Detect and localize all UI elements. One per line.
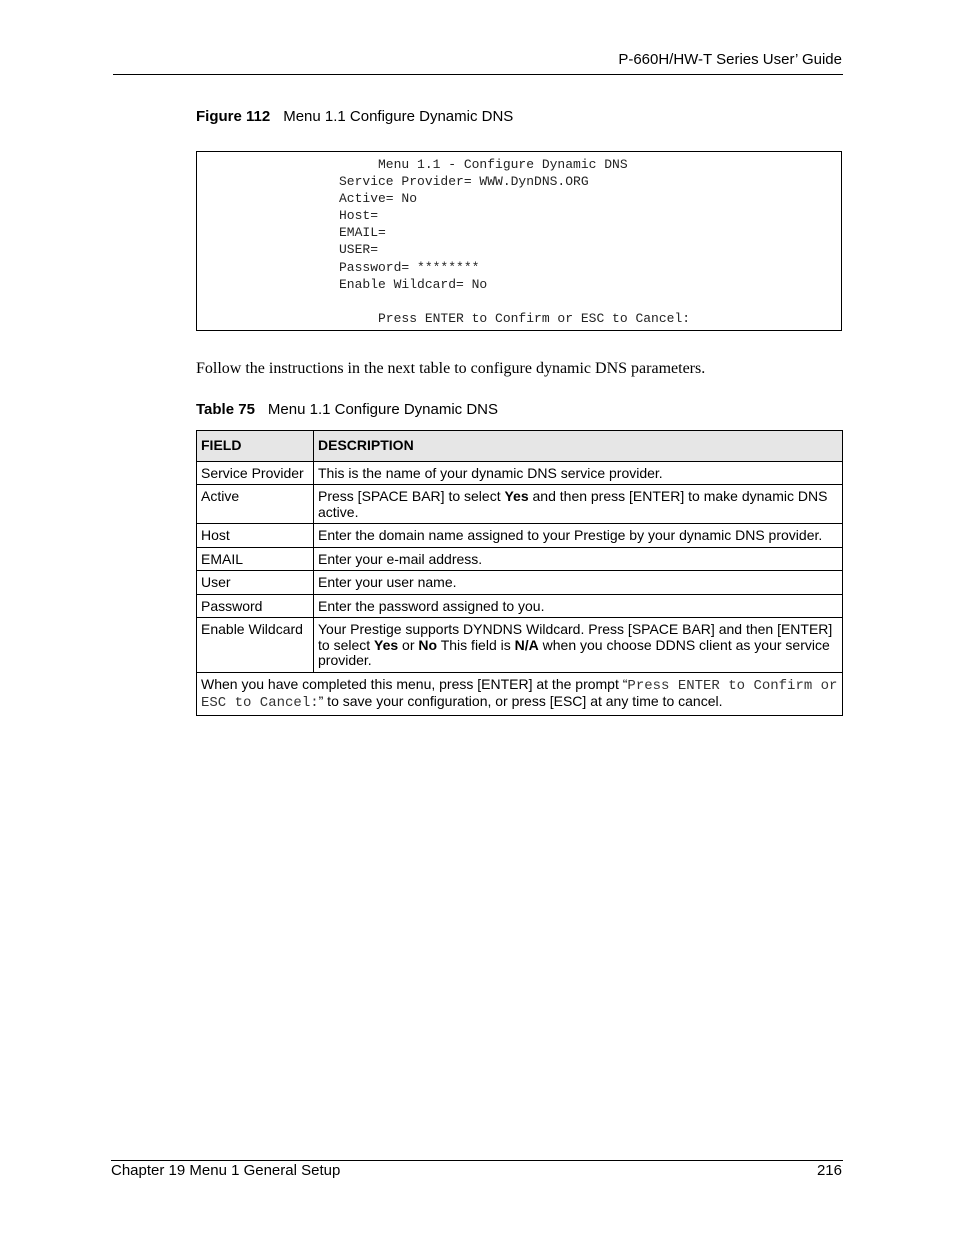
table-body [197, 461, 843, 672]
description-cell [314, 524, 843, 548]
table-row [197, 524, 843, 548]
screen-line: Service Provider= WWW.DynDNS.ORG [339, 174, 589, 190]
description-cell [314, 618, 843, 673]
figure-caption [196, 108, 513, 125]
menu-screen [196, 151, 842, 331]
header-rule [113, 74, 843, 75]
table-caption [196, 401, 498, 418]
header-title: P-660H/HW-T Series User’ Guide [618, 51, 842, 68]
description-text: Enter your e-mail address. [318, 550, 483, 567]
screen-line: Password= ******** [339, 259, 480, 275]
screen-line: Menu 1.1 - Configure Dynamic DNS [339, 157, 628, 172]
screen-line: USER= [339, 242, 379, 258]
description-text: when you choose DDNS client as your service provider. [318, 636, 830, 668]
description-text: Enter your user name. [318, 574, 457, 590]
screen-line: Press ENTER to Confirm or ESC to Cancel: [339, 310, 691, 326]
screen-line: EMAIL= [339, 225, 386, 241]
note-after: ” to save your configuration, or press [ESC] at any time to cancel. [318, 693, 723, 709]
description-text: Enter the domain name assigned to your Prestige by your dynamic DNS provider. [318, 527, 823, 543]
table-note [197, 672, 843, 715]
description-cell [314, 461, 843, 485]
field-cell: User [197, 571, 314, 595]
description-text: This field is [437, 636, 515, 653]
figure-label: Figure 112 [196, 108, 271, 125]
table-row [197, 461, 843, 485]
footer-chapter: Chapter 19 Menu 1 General Setup [111, 1162, 341, 1179]
footer-rule [111, 1160, 843, 1161]
description-text: or [398, 636, 419, 653]
intro-paragraph: Follow the instructions in the next table to configure dynamic DNS parameters. [196, 360, 706, 377]
field-cell: Active [197, 485, 314, 524]
table-row [197, 618, 843, 673]
description-cell [314, 547, 843, 571]
table-header-row [197, 431, 843, 462]
table-label: Table 75 [196, 401, 255, 418]
description-cell [314, 594, 843, 618]
header-description: DESCRIPTION [314, 431, 843, 462]
description-cell [314, 571, 843, 595]
description-text: Your Prestige supports DYNDNS Wildcard. Press [SPACE BAR] and then [ENTER] to select [318, 621, 833, 653]
menu-screen-text [339, 156, 690, 327]
table-row [197, 485, 843, 524]
description-emphasis: Yes [504, 488, 529, 504]
screen-line: Active= No [339, 191, 418, 207]
table-row [197, 594, 843, 618]
description-emphasis: No [418, 636, 438, 653]
description-text: and then press [ENTER] to make dynamic DNS active. [318, 488, 828, 520]
table-row [197, 547, 843, 571]
field-cell: Password [197, 594, 314, 618]
table-title: Menu 1.1 Configure Dynamic DNS [267, 401, 499, 418]
table-note-row [197, 672, 843, 715]
description-text: This is the name of your dynamic DNS service provider. [318, 464, 663, 481]
field-cell: Service Provider [197, 461, 314, 485]
field-cell: Enable Wildcard [197, 618, 314, 673]
figure-title: Menu 1.1 Configure Dynamic DNS [283, 108, 514, 125]
field-cell: Host [197, 524, 314, 548]
description-text: Press [SPACE BAR] to select [318, 488, 505, 504]
header-field: FIELD [197, 431, 314, 462]
screen-line: Enable Wildcard= No [339, 276, 488, 292]
note-code: Press ENTER to Confirm or ESC to Cancel: [201, 677, 838, 711]
description-emphasis: N/A [514, 636, 539, 653]
description-emphasis: Yes [374, 636, 399, 653]
field-cell: EMAIL [197, 547, 314, 571]
note-before: When you have completed this menu, press [ENTER] at the prompt “ [201, 675, 628, 692]
description-text: Enter the password assigned to you. [318, 597, 545, 614]
footer-page-number: 216 [816, 1162, 842, 1179]
screen-line: Host= [339, 208, 379, 224]
table-row [197, 571, 843, 595]
description-cell [314, 485, 843, 524]
field-description-table [196, 430, 843, 716]
